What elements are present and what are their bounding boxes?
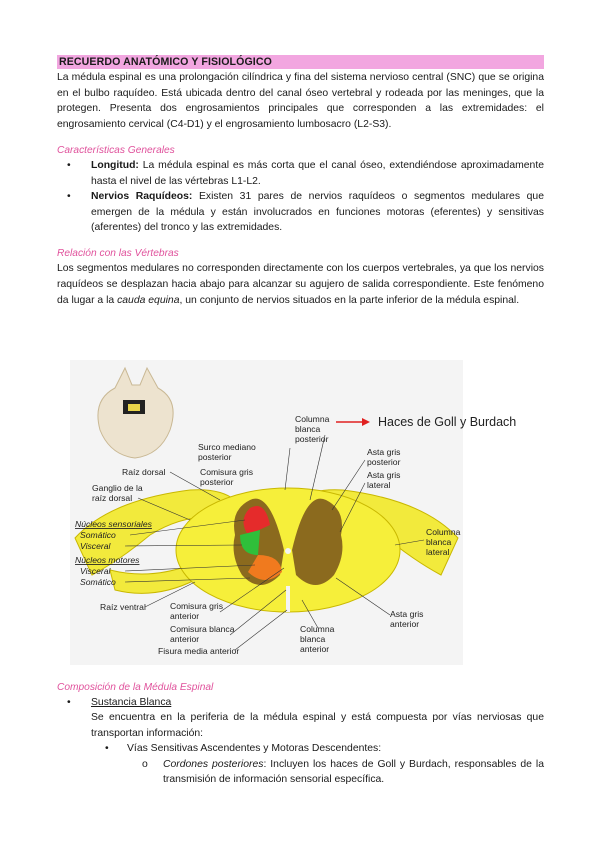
label-asta-ant: Asta gris xyxy=(390,609,424,619)
label-raiz-ventral: Raíz ventral xyxy=(100,602,146,612)
label-somatico-1: Somático xyxy=(80,530,116,540)
label-col-blanca-post-2: blanca xyxy=(295,424,321,434)
circle-bullet-icon: o xyxy=(142,758,148,770)
section-heading: RECUERDO ANATÓMICO Y FISIOLÓGICO xyxy=(57,55,544,69)
label-col-blanca-post-3: posterior xyxy=(295,434,329,444)
subtitle-composicion: Composición de la Médula Espinal xyxy=(57,682,214,693)
label-comisura-post: Comisura gris xyxy=(200,467,254,477)
label-col-blanca-ant-3: anterior xyxy=(300,644,330,654)
composicion-section xyxy=(57,680,544,787)
bullet-icon: • xyxy=(105,743,109,755)
relacion-paragraph: Los segmentos medulares no corresponden directamente con los cuerpos vertebrales, ya que los nervios raquídeos se desplazan hacia abajo para alcanzar su agujero de salida correspondiente. Este fenómeno da lugar a la cauda equina, un conjunto de nervios situados en la parte inferior de la médula espinal. xyxy=(57,263,544,306)
label-somatico-2: Somático xyxy=(80,577,116,587)
label-haces: Haces de Goll y Burdach xyxy=(378,415,517,429)
label-comisura-post-2: posterior xyxy=(200,477,234,487)
label-col-blanca-ant: Columna xyxy=(300,624,335,634)
intro-paragraph: La médula espinal es una prolongación cilíndrica y fina del sistema nervioso central (SNC) que se origina en el bulbo raquídeo. Está ubicada dentro del canal óseo vertebral y rodeada por las meninges, que la protegen. Presenta dos engrosamientos principales que corresponden a las extremidades: el engrosamiento cervical (C4-D1) y el engrosamiento lumbosacro (L2-S3). xyxy=(57,72,544,130)
label-asta-ant-2: anterior xyxy=(390,619,420,629)
label-visceral-1: Visceral xyxy=(80,541,111,551)
list-item: • Longitud: La médula espinal es más corta que el canal óseo, extendiéndose aproximadamente hasta el nivel de las vértebras L1-L2. xyxy=(67,160,544,187)
label-fisura: Fisura media anterior xyxy=(158,646,240,656)
label-col-blanca-lat: Columna xyxy=(426,527,461,537)
label-col-blanca-ant-2: blanca xyxy=(300,634,326,644)
label-surco: Surco mediano xyxy=(198,442,256,452)
label-comisura-blanca: Comisura blanca xyxy=(170,624,235,634)
subtitle-caracteristicas: Características Generales xyxy=(57,145,175,157)
list-item: • Vías Sensitivas Ascendentes y Motoras Descendentes: xyxy=(57,741,544,756)
label-surco-2: posterior xyxy=(198,452,232,462)
document-page xyxy=(57,55,544,308)
list-item: o Cordones posteriores: Incluyen los haces de Goll y Burdach, responsables de la transmisión de información sensorial específica. xyxy=(142,758,544,786)
bullet-icon: • xyxy=(67,697,71,708)
label-col-blanca-lat-2: blanca xyxy=(426,537,452,547)
label-comisura-ant-2: anterior xyxy=(170,611,200,621)
label-nucleos-mot: Núcleos motores xyxy=(75,555,140,565)
caracteristicas-list xyxy=(57,158,544,235)
label-comisura-ant: Comisura gris xyxy=(170,601,224,611)
label-nucleos-sens: Núcleos sensoriales xyxy=(75,519,152,529)
label-asta-lat: Asta gris xyxy=(367,470,401,480)
vertebra-icon xyxy=(98,368,173,458)
sustancia-blanca-desc: Se encuentra en la periferia de la médula espinal y está compuesta por vías nerviosas que transportan información: xyxy=(91,712,544,739)
label-visceral-2: Visceral xyxy=(80,566,111,576)
label-comisura-blanca-2: anterior xyxy=(170,634,200,644)
label-col-blanca-post: Columna xyxy=(295,414,330,424)
bullet-icon: • xyxy=(67,191,71,203)
label-col-blanca-lat-3: lateral xyxy=(426,547,450,557)
label-asta-post: Asta gris xyxy=(367,447,401,457)
list-item: • Nervios Raquídeos: Existen 31 pares de nervios raquídeos o segmentos medulares que emergen de la médula y están involucrados en funciones motoras (eferentes) y sensitivas (aferentes) del tronco y las extremidades. xyxy=(67,191,544,233)
subtitle-relacion: Relación con las Vértebras xyxy=(57,248,179,260)
label-ganglio-2: raíz dorsal xyxy=(92,493,133,503)
label-ganglio: Ganglio de la xyxy=(92,483,143,493)
label-raiz-dorsal: Raíz dorsal xyxy=(122,467,166,477)
spinal-cord-svg xyxy=(70,360,517,665)
spinal-cord-diagram xyxy=(70,360,517,665)
label-asta-lat-2: lateral xyxy=(367,480,391,490)
list-item: • Sustancia Blanca xyxy=(57,695,544,710)
label-asta-post-2: posterior xyxy=(367,457,401,467)
bullet-icon: • xyxy=(67,160,71,172)
